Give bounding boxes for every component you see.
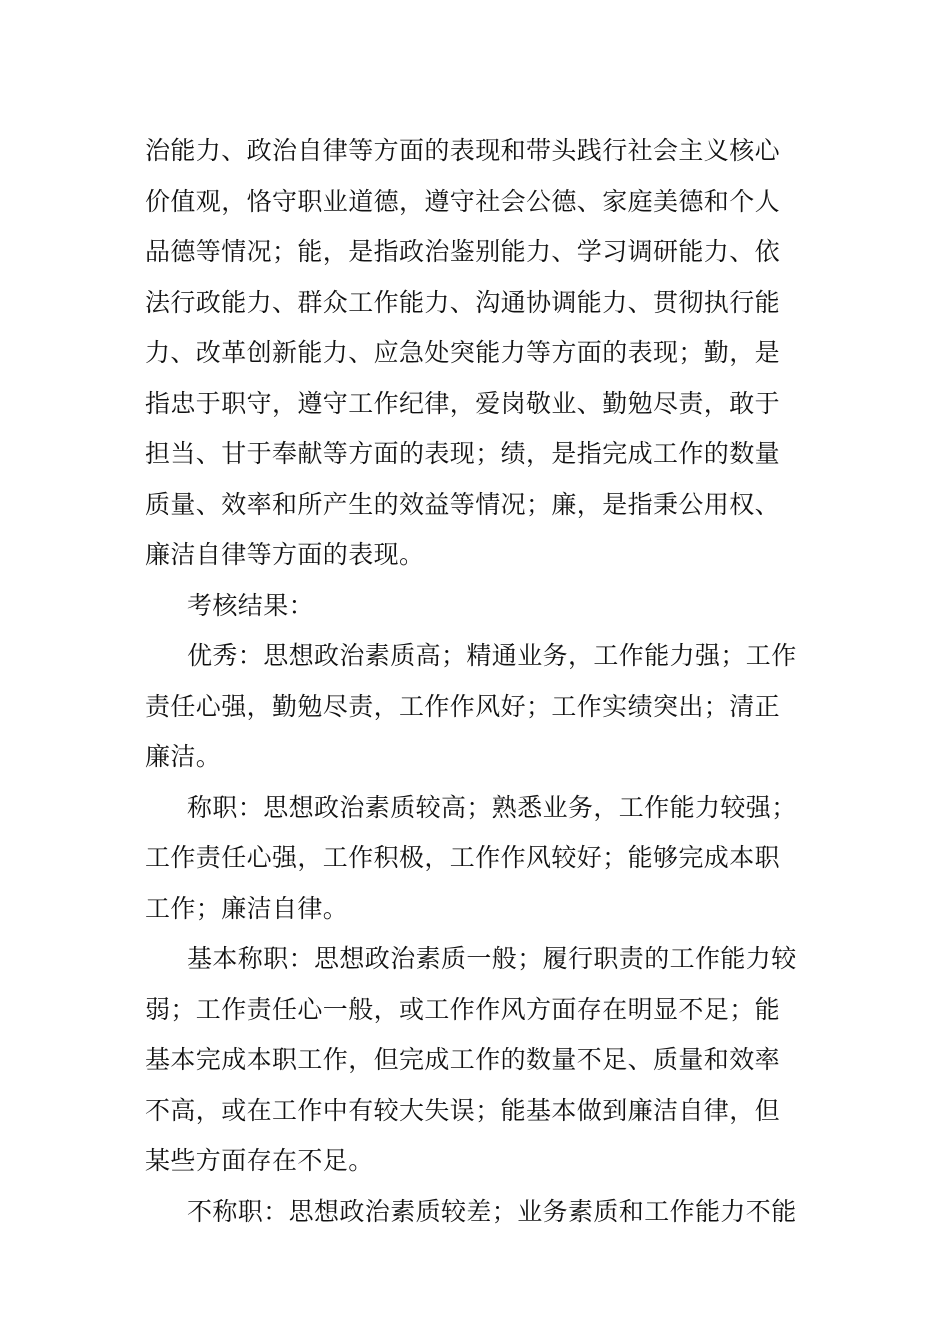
text-line: 廉洁自律等方面的表现。	[145, 540, 425, 569]
text-line: 法行政能力、群众工作能力、沟通协调能力、贯彻执行能	[145, 287, 781, 317]
text-line: 基本完成本职工作，但完成工作的数量不足、质量和效率	[145, 1045, 781, 1074]
text-line: 力、改革创新能力、应急处突能力等方面的表现；勤，是	[145, 338, 781, 367]
paragraph-basically-competent-start: 基本称职：思想政治素质一般；履行职责的工作能力较	[187, 944, 797, 973]
section-heading-assessment-results: 考核结果：	[187, 590, 315, 620]
paragraph-excellent-start: 优秀：思想政治素质高；精通业务，工作能力强；工作	[187, 641, 797, 670]
text-line: 质量、效率和所产生的效益等情况；廉，是指秉公用权、	[145, 489, 781, 519]
text-line: 指忠于职守，遵守工作纪律，爱岗敬业、勤勉尽责，敢于	[145, 388, 781, 418]
text-line: 工作责任心强，工作积极，工作作风较好；能够完成本职	[145, 843, 781, 872]
text-line: 廉洁。	[145, 742, 222, 771]
text-line: 价值观，恪守职业道德，遵守社会公德、家庭美德和个人	[145, 186, 781, 216]
text-line: 担当、甘于奉献等方面的表现；绩，是指完成工作的数量	[145, 439, 781, 468]
paragraph-competent-start: 称职：思想政治素质较高；熟悉业务，工作能力较强；	[187, 792, 797, 822]
body-text	[145, 126, 815, 1237]
text-line: 工作；廉洁自律。	[145, 893, 349, 923]
paragraph-incompetent-start: 不称职：思想政治素质较差；业务素质和工作能力不能	[187, 1196, 797, 1226]
text-line: 治能力、政治自律等方面的表现和带头践行社会主义核心	[145, 136, 781, 165]
text-line: 品德等情况；能，是指政治鉴别能力、学习调研能力、依	[145, 237, 781, 266]
text-line: 不高，或在工作中有较大失误；能基本做到廉洁自律，但	[145, 1095, 781, 1125]
text-line: 某些方面存在不足。	[145, 1146, 374, 1175]
text-line: 弱；工作责任心一般，或工作作风方面存在明显不足；能	[145, 994, 781, 1024]
text-line: 责任心强，勤勉尽责，工作作风好；工作实绩突出；清正	[145, 691, 781, 721]
